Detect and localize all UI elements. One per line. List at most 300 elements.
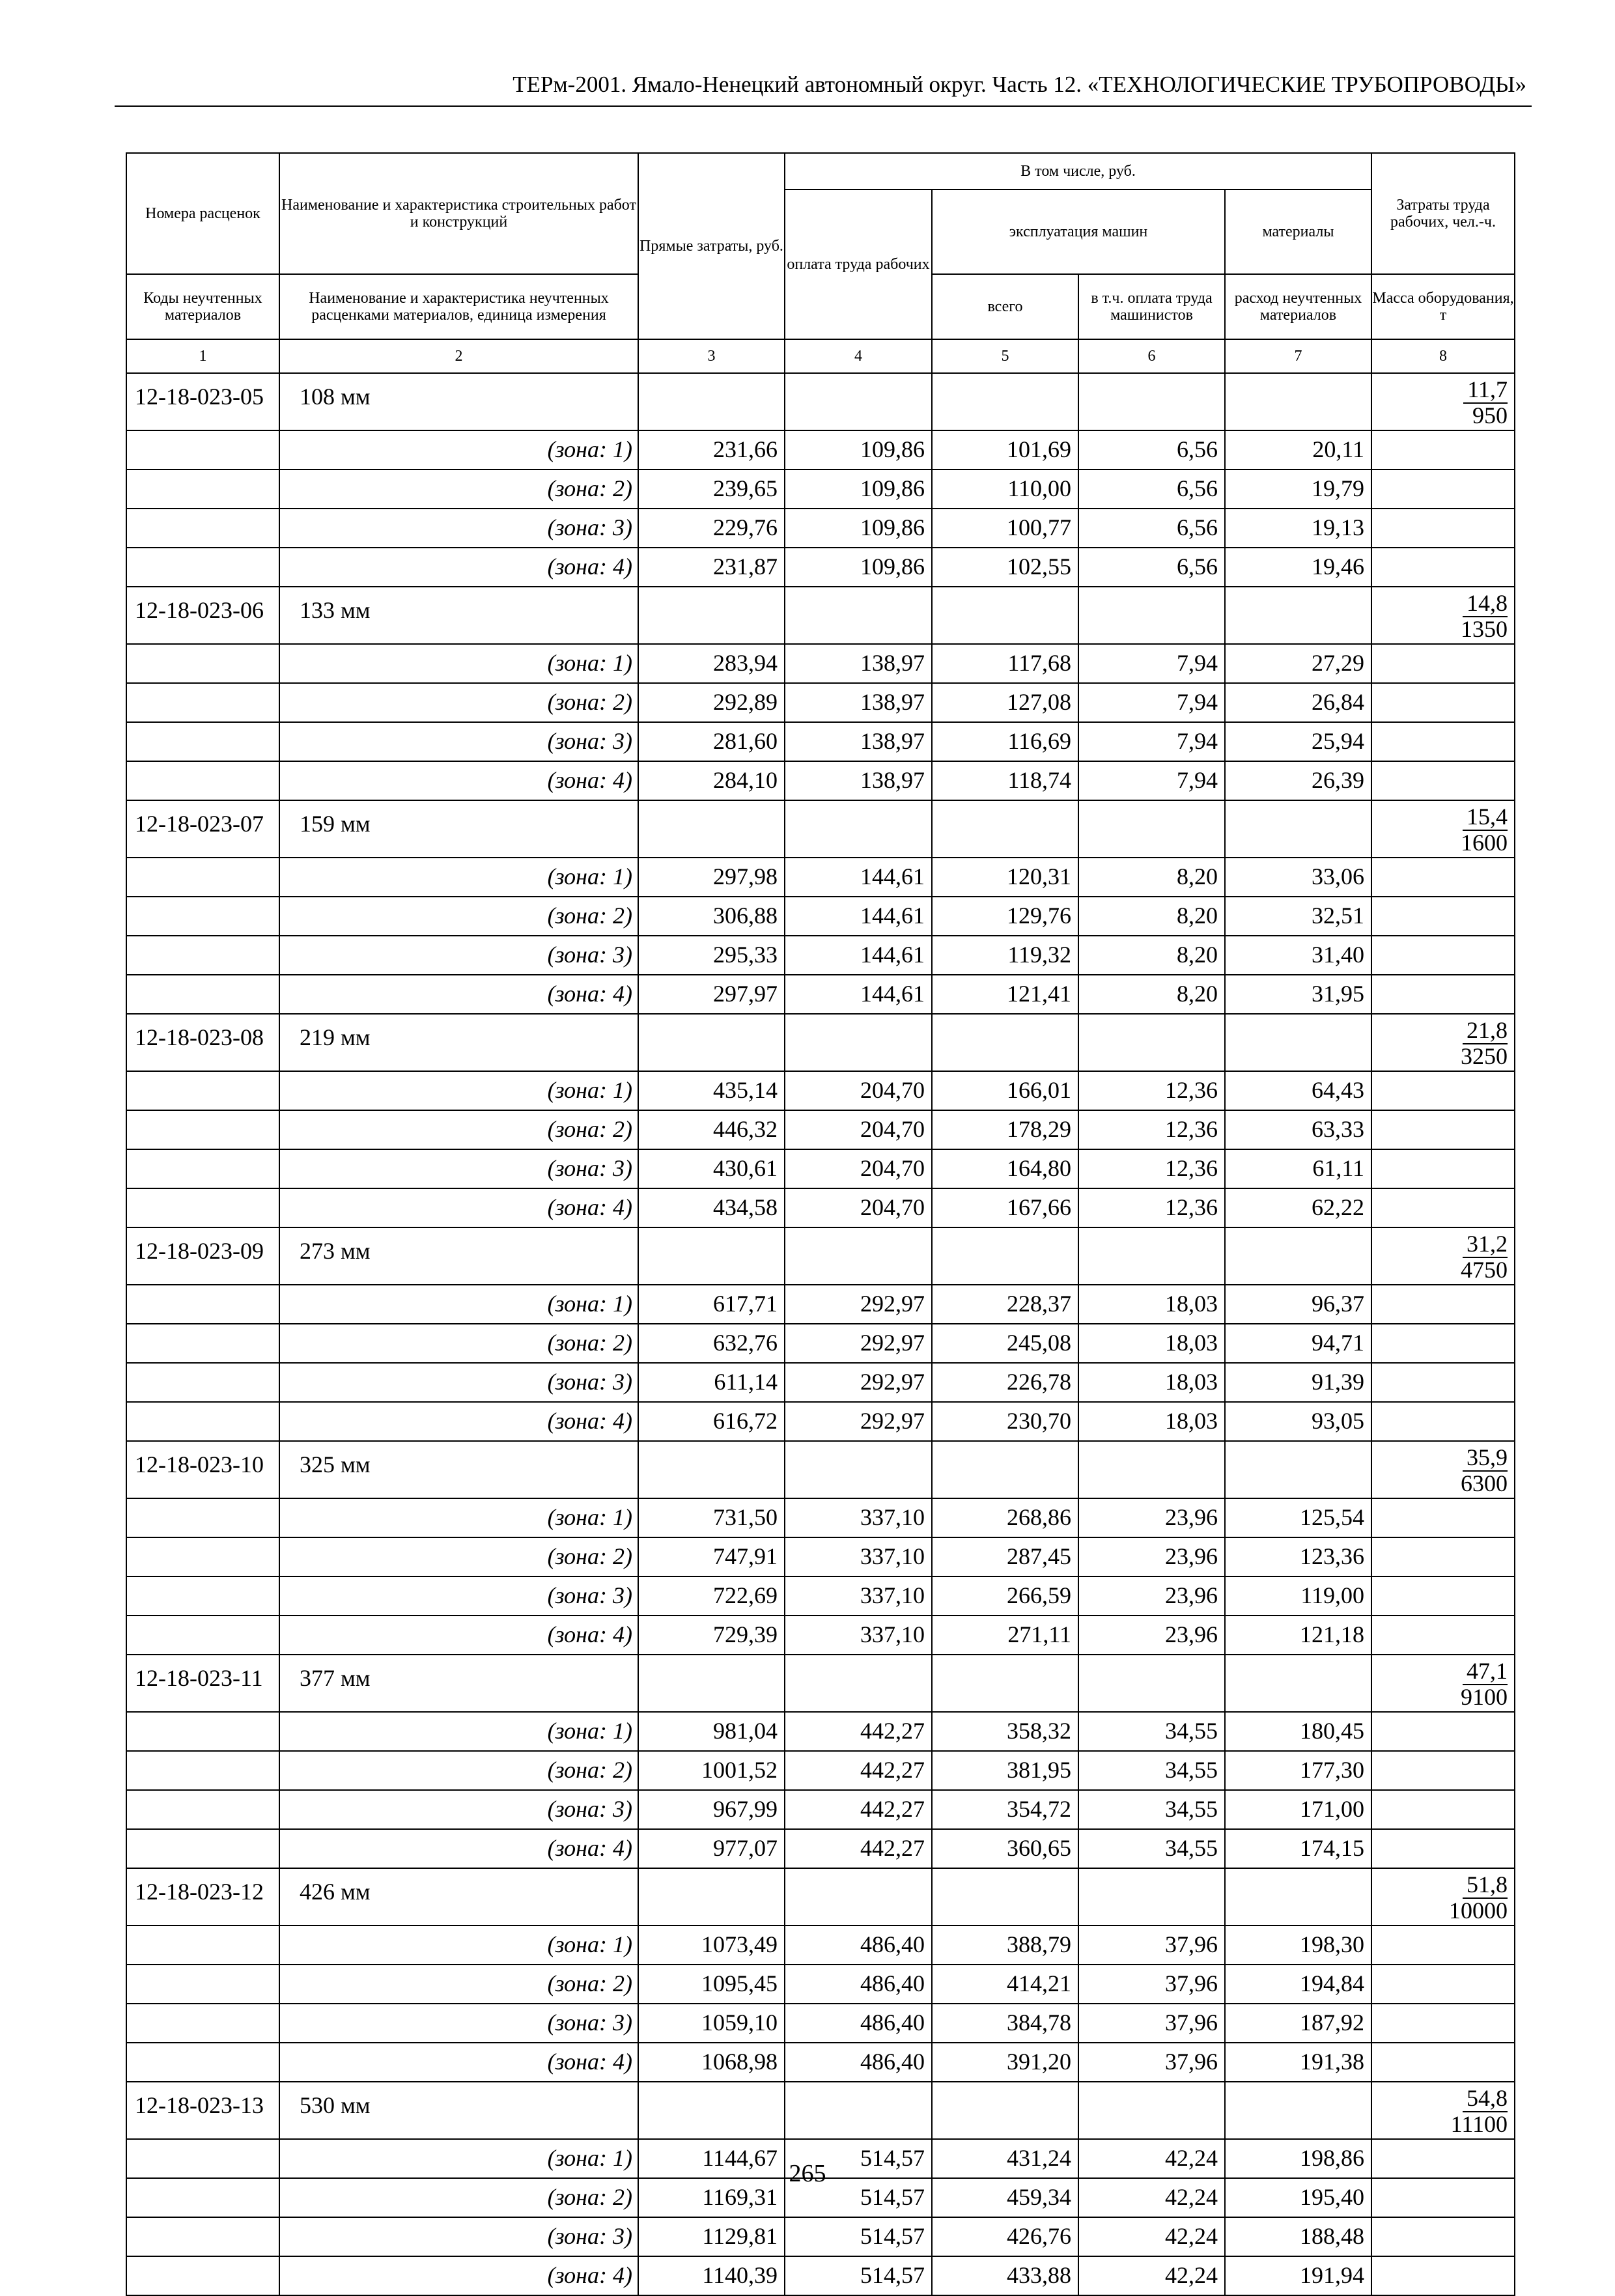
zone-row	[126, 2043, 1515, 2082]
machines-total-value: 101,69	[932, 430, 1078, 469]
page-number: 265	[789, 2160, 826, 2187]
header-work-name: Наименование и характеристика строительных работ и конструкций	[279, 153, 638, 274]
empty-cell	[126, 1071, 279, 1110]
machines-total-value: 119,32	[932, 936, 1078, 975]
materials-value: 19,79	[1225, 469, 1371, 509]
machines-operators-value: 42,24	[1078, 2139, 1225, 2178]
direct-costs-value: 292,89	[638, 683, 785, 722]
column-number: 3	[638, 339, 785, 373]
header-machines-total: всего	[932, 274, 1078, 339]
machines-total-value: 384,78	[932, 2004, 1078, 2043]
empty-cell	[1371, 1712, 1515, 1751]
machines-total-value: 127,08	[932, 683, 1078, 722]
direct-costs-value: 981,04	[638, 1712, 785, 1751]
wages-value: 144,61	[785, 897, 932, 936]
machines-operators-value: 12,36	[1078, 1149, 1225, 1188]
machines-total-value: 167,66	[932, 1188, 1078, 1227]
machines-total-value: 459,34	[932, 2178, 1078, 2217]
wages-value: 442,27	[785, 1790, 932, 1829]
wages-value: 109,86	[785, 469, 932, 509]
empty-cell	[932, 1441, 1078, 1498]
materials-value: 31,40	[1225, 936, 1371, 975]
direct-costs-value: 297,97	[638, 975, 785, 1014]
direct-costs-value: 617,71	[638, 1285, 785, 1324]
labor-costs-value: 51,8	[1463, 1873, 1508, 1899]
zone-label: (зона: 1)	[279, 1071, 638, 1110]
wages-value: 337,10	[785, 1616, 932, 1655]
empty-cell	[1078, 1441, 1225, 1498]
machines-operators-value: 12,36	[1078, 1188, 1225, 1227]
materials-value: 191,38	[1225, 2043, 1371, 2082]
machines-operators-value: 6,56	[1078, 430, 1225, 469]
zone-row	[126, 1402, 1515, 1441]
empty-cell	[1371, 1751, 1515, 1790]
labor-mass-cell	[1371, 1227, 1515, 1285]
zone-row	[126, 1790, 1515, 1829]
equipment-mass-value: 1350	[1461, 615, 1508, 642]
zone-row	[126, 858, 1515, 897]
empty-cell	[1371, 1402, 1515, 1441]
empty-cell	[1371, 1576, 1515, 1616]
zone-label: (зона: 1)	[279, 858, 638, 897]
direct-costs-value: 231,87	[638, 548, 785, 587]
machines-operators-value: 37,96	[1078, 1925, 1225, 1965]
machines-operators-value: 7,94	[1078, 683, 1225, 722]
empty-cell	[785, 1655, 932, 1712]
header-labor-costs: Затраты труда рабочих, чел.-ч.	[1371, 153, 1515, 274]
zone-label: (зона: 4)	[279, 548, 638, 587]
empty-cell	[1225, 373, 1371, 430]
zone-row	[126, 2004, 1515, 2043]
equipment-mass-value: 4750	[1461, 1256, 1508, 1283]
machines-operators-value: 7,94	[1078, 644, 1225, 683]
rate-name: 273 мм	[279, 1227, 638, 1285]
materials-value: 64,43	[1225, 1071, 1371, 1110]
direct-costs-value: 435,14	[638, 1071, 785, 1110]
materials-value: 187,92	[1225, 2004, 1371, 2043]
machines-operators-value: 8,20	[1078, 858, 1225, 897]
machines-operators-value: 18,03	[1078, 1363, 1225, 1402]
empty-cell	[785, 587, 932, 644]
machines-operators-value: 23,96	[1078, 1616, 1225, 1655]
materials-value: 26,39	[1225, 761, 1371, 800]
machines-total-value: 116,69	[932, 722, 1078, 761]
empty-cell	[1371, 2217, 1515, 2256]
zone-label: (зона: 4)	[279, 1829, 638, 1868]
wages-value: 204,70	[785, 1149, 932, 1188]
header-machines-operators: в т.ч. оплата труда машинистов	[1078, 274, 1225, 339]
materials-value: 198,30	[1225, 1925, 1371, 1965]
machines-operators-value: 18,03	[1078, 1324, 1225, 1363]
zone-label: (зона: 1)	[279, 1285, 638, 1324]
zone-label: (зона: 4)	[279, 1402, 638, 1441]
empty-cell	[1371, 1071, 1515, 1110]
empty-cell	[126, 1790, 279, 1829]
direct-costs-value: 1095,45	[638, 1965, 785, 2004]
materials-value: 62,22	[1225, 1188, 1371, 1227]
direct-costs-value: 283,94	[638, 644, 785, 683]
wages-value: 292,97	[785, 1285, 932, 1324]
empty-cell	[126, 1110, 279, 1149]
equipment-mass-value: 3250	[1461, 1043, 1508, 1069]
empty-cell	[1371, 1363, 1515, 1402]
machines-total-value: 120,31	[932, 858, 1078, 897]
zone-row	[126, 1285, 1515, 1324]
empty-cell	[785, 1227, 932, 1285]
materials-value: 171,00	[1225, 1790, 1371, 1829]
machines-operators-value: 34,55	[1078, 1712, 1225, 1751]
wages-value: 138,97	[785, 644, 932, 683]
empty-cell	[638, 1441, 785, 1498]
machines-total-value: 228,37	[932, 1285, 1078, 1324]
empty-cell	[126, 761, 279, 800]
materials-value: 194,84	[1225, 1965, 1371, 2004]
zone-row	[126, 975, 1515, 1014]
zone-label: (зона: 4)	[279, 2043, 638, 2082]
header-equipment-mass: Масса оборудования, т	[1371, 274, 1515, 339]
rate-code: 12-18-023-12	[126, 1868, 279, 1925]
empty-cell	[1371, 1285, 1515, 1324]
empty-cell	[1371, 430, 1515, 469]
rate-code: 12-18-023-11	[126, 1655, 279, 1712]
materials-value: 61,11	[1225, 1149, 1371, 1188]
zone-row	[126, 683, 1515, 722]
labor-costs-value: 14,8	[1463, 591, 1508, 617]
wages-value: 138,97	[785, 722, 932, 761]
rate-row	[126, 1441, 1515, 1498]
equipment-mass-value: 950	[1472, 402, 1508, 428]
rate-row	[126, 587, 1515, 644]
direct-costs-value: 1073,49	[638, 1925, 785, 1965]
empty-cell	[126, 1402, 279, 1441]
empty-cell	[638, 1014, 785, 1071]
materials-value: 63,33	[1225, 1110, 1371, 1149]
zone-row	[126, 2256, 1515, 2295]
wages-value: 486,40	[785, 1925, 932, 1965]
machines-total-value: 230,70	[932, 1402, 1078, 1441]
direct-costs-value: 632,76	[638, 1324, 785, 1363]
empty-cell	[126, 1965, 279, 2004]
zone-label: (зона: 1)	[279, 2139, 638, 2178]
wages-value: 292,97	[785, 1363, 932, 1402]
machines-total-value: 287,45	[932, 1537, 1078, 1576]
empty-cell	[126, 897, 279, 936]
direct-costs-value: 284,10	[638, 761, 785, 800]
wages-value: 109,86	[785, 509, 932, 548]
materials-value: 96,37	[1225, 1285, 1371, 1324]
empty-cell	[932, 1227, 1078, 1285]
direct-costs-value: 430,61	[638, 1149, 785, 1188]
empty-cell	[126, 1498, 279, 1537]
direct-costs-value: 306,88	[638, 897, 785, 936]
direct-costs-value: 281,60	[638, 722, 785, 761]
zone-label: (зона: 3)	[279, 722, 638, 761]
rate-name: 133 мм	[279, 587, 638, 644]
empty-cell	[126, 858, 279, 897]
machines-total-value: 245,08	[932, 1324, 1078, 1363]
direct-costs-value: 231,66	[638, 430, 785, 469]
empty-cell	[126, 1751, 279, 1790]
direct-costs-value: 229,76	[638, 509, 785, 548]
empty-cell	[932, 1868, 1078, 1925]
empty-cell	[1078, 373, 1225, 430]
empty-cell	[1371, 1537, 1515, 1576]
zone-row	[126, 1324, 1515, 1363]
machines-operators-value: 23,96	[1078, 1537, 1225, 1576]
machines-operators-value: 42,24	[1078, 2256, 1225, 2295]
empty-cell	[126, 548, 279, 587]
empty-cell	[1371, 2043, 1515, 2082]
zone-row	[126, 1616, 1515, 1655]
wages-value: 514,57	[785, 2217, 932, 2256]
machines-operators-value: 8,20	[1078, 936, 1225, 975]
materials-value: 188,48	[1225, 2217, 1371, 2256]
wages-value: 204,70	[785, 1071, 932, 1110]
empty-cell	[1078, 2082, 1225, 2139]
empty-cell	[126, 1925, 279, 1965]
rate-code: 12-18-023-08	[126, 1014, 279, 1071]
empty-cell	[1078, 1227, 1225, 1285]
labor-mass-cell	[1371, 1441, 1515, 1498]
empty-cell	[1225, 587, 1371, 644]
direct-costs-value: 731,50	[638, 1498, 785, 1537]
empty-cell	[126, 2217, 279, 2256]
zone-label: (зона: 2)	[279, 469, 638, 509]
zone-row	[126, 761, 1515, 800]
machines-total-value: 266,59	[932, 1576, 1078, 1616]
empty-cell	[638, 1868, 785, 1925]
materials-value: 119,00	[1225, 1576, 1371, 1616]
column-number: 6	[1078, 339, 1225, 373]
zone-row	[126, 1188, 1515, 1227]
zone-row	[126, 722, 1515, 761]
equipment-mass-value: 10000	[1449, 1897, 1508, 1924]
machines-operators-value: 42,24	[1078, 2178, 1225, 2217]
zone-row	[126, 469, 1515, 509]
machines-operators-value: 23,96	[1078, 1498, 1225, 1537]
column-number: 7	[1225, 339, 1371, 373]
empty-cell	[126, 1149, 279, 1188]
table-header	[126, 153, 1515, 373]
zone-row	[126, 2217, 1515, 2256]
wages-value: 514,57	[785, 2139, 932, 2178]
materials-value: 27,29	[1225, 644, 1371, 683]
machines-total-value: 102,55	[932, 548, 1078, 587]
empty-cell	[932, 587, 1078, 644]
empty-cell	[1371, 761, 1515, 800]
rate-code: 12-18-023-07	[126, 800, 279, 858]
wages-value: 486,40	[785, 2043, 932, 2082]
direct-costs-value: 611,14	[638, 1363, 785, 1402]
empty-cell	[126, 644, 279, 683]
machines-operators-value: 7,94	[1078, 722, 1225, 761]
materials-value: 195,40	[1225, 2178, 1371, 2217]
machines-total-value: 178,29	[932, 1110, 1078, 1149]
zone-label: (зона: 2)	[279, 2178, 638, 2217]
materials-value: 20,11	[1225, 430, 1371, 469]
wages-value: 109,86	[785, 548, 932, 587]
empty-cell	[1225, 800, 1371, 858]
empty-cell	[1371, 1188, 1515, 1227]
machines-operators-value: 8,20	[1078, 975, 1225, 1014]
empty-cell	[1371, 469, 1515, 509]
materials-value: 26,84	[1225, 683, 1371, 722]
empty-cell	[1225, 1655, 1371, 1712]
machines-total-value: 121,41	[932, 975, 1078, 1014]
empty-cell	[1225, 2082, 1371, 2139]
rate-name: 108 мм	[279, 373, 638, 430]
rate-name: 219 мм	[279, 1014, 638, 1071]
page-header-title: ТЕРм-2001. Ямало-Ненецкий автономный округ. Часть 12. «ТЕХНОЛОГИЧЕСКИЕ ТРУБОПРОВОДЫ»	[513, 72, 1526, 97]
zone-label: (зона: 4)	[279, 1188, 638, 1227]
rate-row	[126, 2082, 1515, 2139]
wages-value: 514,57	[785, 2256, 932, 2295]
empty-cell	[932, 1014, 1078, 1071]
empty-cell	[126, 936, 279, 975]
wages-value: 204,70	[785, 1110, 932, 1149]
direct-costs-value: 1169,31	[638, 2178, 785, 2217]
zone-label: (зона: 2)	[279, 1324, 638, 1363]
rate-row	[126, 373, 1515, 430]
empty-cell	[1371, 2004, 1515, 2043]
materials-value: 198,86	[1225, 2139, 1371, 2178]
machines-operators-value: 42,24	[1078, 2217, 1225, 2256]
empty-cell	[126, 2043, 279, 2082]
zone-label: (зона: 3)	[279, 936, 638, 975]
machines-operators-value: 37,96	[1078, 2043, 1225, 2082]
empty-cell	[785, 800, 932, 858]
machines-operators-value: 18,03	[1078, 1285, 1225, 1324]
zone-row	[126, 1071, 1515, 1110]
direct-costs-value: 747,91	[638, 1537, 785, 1576]
wages-value: 109,86	[785, 430, 932, 469]
empty-cell	[1371, 1110, 1515, 1149]
rate-row	[126, 1868, 1515, 1925]
header-material-names: Наименование и характеристика неучтенных расценками материалов, единица измерения	[279, 274, 638, 339]
empty-cell	[126, 1285, 279, 1324]
rate-code: 12-18-023-13	[126, 2082, 279, 2139]
labor-costs-value: 47,1	[1463, 1659, 1508, 1685]
empty-cell	[1371, 936, 1515, 975]
rate-code: 12-18-023-06	[126, 587, 279, 644]
machines-operators-value: 34,55	[1078, 1829, 1225, 1868]
rate-code: 12-18-023-05	[126, 373, 279, 430]
machines-operators-value: 37,96	[1078, 1965, 1225, 2004]
zone-label: (зона: 4)	[279, 1616, 638, 1655]
direct-costs-value: 446,32	[638, 1110, 785, 1149]
machines-total-value: 268,86	[932, 1498, 1078, 1537]
empty-cell	[126, 722, 279, 761]
empty-cell	[126, 430, 279, 469]
direct-costs-value: 722,69	[638, 1576, 785, 1616]
empty-cell	[1078, 1014, 1225, 1071]
materials-value: 125,54	[1225, 1498, 1371, 1537]
zone-label: (зона: 2)	[279, 683, 638, 722]
wages-value: 144,61	[785, 858, 932, 897]
machines-total-value: 360,65	[932, 1829, 1078, 1868]
column-number: 1	[126, 339, 279, 373]
labor-costs-value: 15,4	[1463, 805, 1508, 831]
empty-cell	[126, 975, 279, 1014]
empty-cell	[126, 469, 279, 509]
machines-operators-value: 18,03	[1078, 1402, 1225, 1441]
zone-row	[126, 509, 1515, 548]
empty-cell	[1371, 1149, 1515, 1188]
zone-row	[126, 1498, 1515, 1537]
zone-row	[126, 430, 1515, 469]
zone-label: (зона: 3)	[279, 1363, 638, 1402]
rate-row	[126, 1227, 1515, 1285]
column-number: 5	[932, 339, 1078, 373]
machines-total-value: 426,76	[932, 2217, 1078, 2256]
column-numbers-row	[126, 339, 1515, 373]
machines-operators-value: 34,55	[1078, 1790, 1225, 1829]
machines-operators-value: 6,56	[1078, 548, 1225, 587]
machines-operators-value: 12,36	[1078, 1110, 1225, 1149]
machines-total-value: 414,21	[932, 1965, 1078, 2004]
labor-mass-cell	[1371, 1868, 1515, 1925]
zone-label: (зона: 3)	[279, 2004, 638, 2043]
zone-row	[126, 936, 1515, 975]
wages-value: 138,97	[785, 761, 932, 800]
empty-cell	[932, 373, 1078, 430]
equipment-mass-value: 1600	[1461, 829, 1508, 856]
zone-row	[126, 1829, 1515, 1868]
empty-cell	[785, 373, 932, 430]
machines-total-value: 164,80	[932, 1149, 1078, 1188]
empty-cell	[1371, 897, 1515, 936]
zone-label: (зона: 2)	[279, 1110, 638, 1149]
empty-cell	[638, 1227, 785, 1285]
machines-operators-value: 34,55	[1078, 1751, 1225, 1790]
empty-cell	[638, 800, 785, 858]
empty-cell	[1371, 722, 1515, 761]
zone-label: (зона: 1)	[279, 644, 638, 683]
zone-label: (зона: 3)	[279, 2217, 638, 2256]
materials-value: 32,51	[1225, 897, 1371, 936]
machines-operators-value: 12,36	[1078, 1071, 1225, 1110]
empty-cell	[638, 2082, 785, 2139]
materials-value: 121,18	[1225, 1616, 1371, 1655]
machines-total-value: 391,20	[932, 2043, 1078, 2082]
zone-row	[126, 897, 1515, 936]
machines-operators-value: 6,56	[1078, 469, 1225, 509]
zone-row	[126, 1149, 1515, 1188]
empty-cell	[785, 1441, 932, 1498]
direct-costs-value: 1059,10	[638, 2004, 785, 2043]
empty-cell	[1225, 1868, 1371, 1925]
direct-costs-value: 977,07	[638, 1829, 785, 1868]
header-materials-consumption: расход неучтенных материалов	[1225, 274, 1371, 339]
rate-name: 159 мм	[279, 800, 638, 858]
direct-costs-value: 297,98	[638, 858, 785, 897]
empty-cell	[1371, 548, 1515, 587]
zone-label: (зона: 4)	[279, 761, 638, 800]
machines-total-value: 118,74	[932, 761, 1078, 800]
empty-cell	[785, 2082, 932, 2139]
equipment-mass-value: 6300	[1461, 1470, 1508, 1496]
column-number: 8	[1371, 339, 1515, 373]
empty-cell	[126, 2004, 279, 2043]
zone-label: (зона: 2)	[279, 1965, 638, 2004]
empty-cell	[638, 373, 785, 430]
machines-total-value: 271,11	[932, 1616, 1078, 1655]
wages-value: 514,57	[785, 2178, 932, 2217]
empty-cell	[126, 1324, 279, 1363]
rate-row	[126, 800, 1515, 858]
zone-label: (зона: 4)	[279, 2256, 638, 2295]
empty-cell	[638, 587, 785, 644]
